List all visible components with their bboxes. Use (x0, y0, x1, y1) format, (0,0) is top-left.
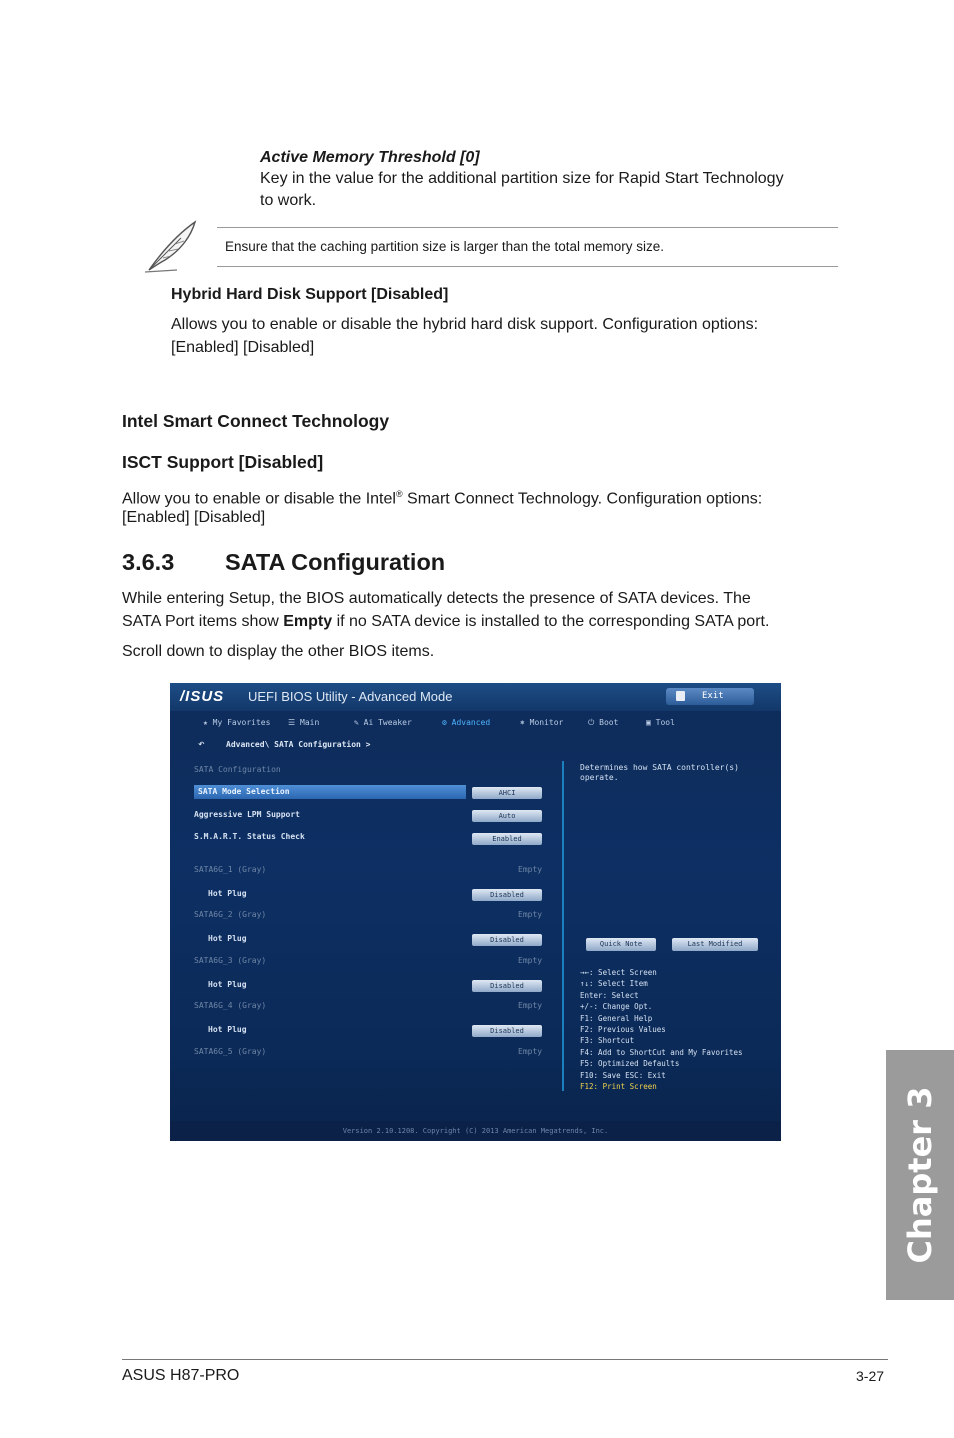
note-top-rule (217, 227, 838, 228)
key-legend-item: F10: Save ESC: Exit (580, 1070, 666, 1080)
key-legend-item: Enter: Select (580, 990, 639, 1000)
asus-logo: /ISUS (180, 688, 225, 705)
sata-mode-button[interactable]: AHCI (472, 787, 542, 799)
chapter-tab (886, 1050, 954, 1300)
bios-key-legend (580, 967, 743, 1092)
active-memory-line2: to work. (260, 192, 317, 209)
bios-header (170, 683, 781, 711)
hybrid-line1: Allows you to enable or disable the hybrid hard disk support. Configuration options: (171, 316, 759, 333)
tab-monitor[interactable]: ⎈ Monitor (520, 718, 564, 727)
sata-port-1-value: Empty (518, 865, 543, 874)
bios-section-label: SATA Configuration (194, 765, 281, 774)
chapter-label: Chapter 3 (901, 1086, 939, 1264)
smart-status-button[interactable]: Enabled (472, 833, 542, 845)
tab-boot[interactable]: ⏻ Boot (588, 718, 619, 727)
section-number: 3.6.3 (122, 549, 175, 575)
tab-tool[interactable]: ▣ Tool (646, 718, 675, 727)
sata-mode-selection[interactable]: SATA Mode Selection (194, 785, 466, 799)
sata-port-5-value: Empty (518, 1047, 543, 1056)
key-legend-item: F5: Optimized Defaults (580, 1059, 680, 1069)
sata-port-1: SATA6G_1 (Gray) (194, 865, 267, 874)
tab-ai-tweaker[interactable]: ✎ Ai Tweaker (354, 718, 412, 727)
hot-plug-4-button[interactable]: Disabled (472, 1025, 542, 1037)
aggressive-lpm-label: Aggressive LPM Support (194, 810, 300, 819)
key-legend-item: ↑↓: Select Item (580, 979, 648, 989)
footer-rule (122, 1359, 888, 1360)
sata-port-2: SATA6G_2 (Gray) (194, 910, 267, 919)
tab-advanced[interactable]: ⚙ Advanced (442, 718, 491, 727)
hot-plug-4-label: Hot Plug (208, 1025, 247, 1034)
sata-para2: Scroll down to display the other BIOS items. (122, 643, 435, 660)
note-feather-icon (141, 218, 201, 274)
bios-screenshot (170, 683, 781, 1141)
note-bottom-rule (217, 266, 838, 267)
hot-plug-1-button[interactable]: Disabled (472, 889, 542, 901)
sata-para1-line2: SATA Port items show Empty if no SATA device is installed to the corresponding SATA port. (122, 613, 770, 630)
quick-note-button[interactable]: Quick Note (586, 938, 656, 951)
key-legend-item: F4: Add to ShortCut and My Favorites (580, 1047, 743, 1057)
hot-plug-2-label: Hot Plug (208, 934, 247, 943)
sata-port-4-value: Empty (518, 1001, 543, 1010)
active-memory-line1: Key in the value for the additional partition size for Rapid Start Technology (260, 170, 784, 187)
footer-product: ASUS H87-PRO (122, 1367, 240, 1384)
key-legend-print-screen: F12: Print Screen (580, 1082, 657, 1092)
hot-plug-2-button[interactable]: Disabled (472, 934, 542, 946)
tab-main[interactable]: ☰ Main (288, 718, 320, 727)
tab-my-favorites[interactable]: ★ My Favorites (203, 718, 271, 727)
bios-menu-bar (170, 713, 781, 733)
key-legend-item: F3: Shortcut (580, 1036, 635, 1046)
hot-plug-3-button[interactable]: Disabled (472, 980, 542, 992)
smart-status-label: S.M.A.R.T. Status Check (194, 832, 305, 841)
isct-line1: Allow you to enable or disable the Intel® Smart Connect Technology. Configuration options: (122, 489, 763, 508)
bios-version-footer: Version 2.10.1208. Copyright (C) 2013 American Megatrends, Inc. (170, 1121, 781, 1141)
key-legend-item: F2: Previous Values (580, 1025, 666, 1035)
isct-section-title: Intel Smart Connect Technology (122, 411, 390, 431)
footer-page-number: 3-27 (856, 1368, 885, 1384)
hot-plug-1-label: Hot Plug (208, 889, 247, 898)
key-legend-item: F1: General Help (580, 1013, 653, 1023)
isct-line2: [Enabled] [Disabled] (122, 509, 266, 526)
bios-breadcrumb: Advanced\ SATA Configuration > (226, 740, 371, 749)
bios-title: UEFI BIOS Utility - Advanced Mode (248, 689, 453, 704)
hot-plug-3-label: Hot Plug (208, 980, 247, 989)
aggressive-lpm-button[interactable]: Auto (472, 810, 542, 822)
sata-port-3-value: Empty (518, 956, 543, 965)
sata-port-3: SATA6G_3 (Gray) (194, 956, 267, 965)
sata-port-4: SATA6G_4 (Gray) (194, 1001, 267, 1010)
note-text: Ensure that the caching partition size is larger than the total memory size. (225, 239, 664, 254)
bios-help-text: Determines how SATA controller(s) operate. (580, 763, 739, 782)
bios-scrollbar[interactable] (562, 761, 564, 1091)
key-legend-item: →←: Select Screen (580, 968, 657, 977)
exit-icon (676, 691, 685, 701)
isct-heading: ISCT Support [Disabled] (122, 452, 324, 472)
hybrid-heading: Hybrid Hard Disk Support [Disabled] (171, 286, 449, 303)
last-modified-button[interactable]: Last Modified (672, 938, 758, 951)
key-legend-item: +/-: Change Opt. (580, 1002, 653, 1012)
hybrid-line2: [Enabled] [Disabled] (171, 339, 315, 356)
sata-port-2-value: Empty (518, 910, 543, 919)
active-memory-heading: Active Memory Threshold [0] (260, 149, 480, 166)
sata-para1-line1: While entering Setup, the BIOS automatically detects the presence of SATA devices. The (122, 590, 751, 607)
back-arrow-icon[interactable]: ↶ (198, 737, 205, 750)
sata-port-5: SATA6G_5 (Gray) (194, 1047, 267, 1056)
section-title: SATA Configuration (225, 549, 446, 575)
bios-exit-button[interactable]: Exit (666, 688, 754, 705)
